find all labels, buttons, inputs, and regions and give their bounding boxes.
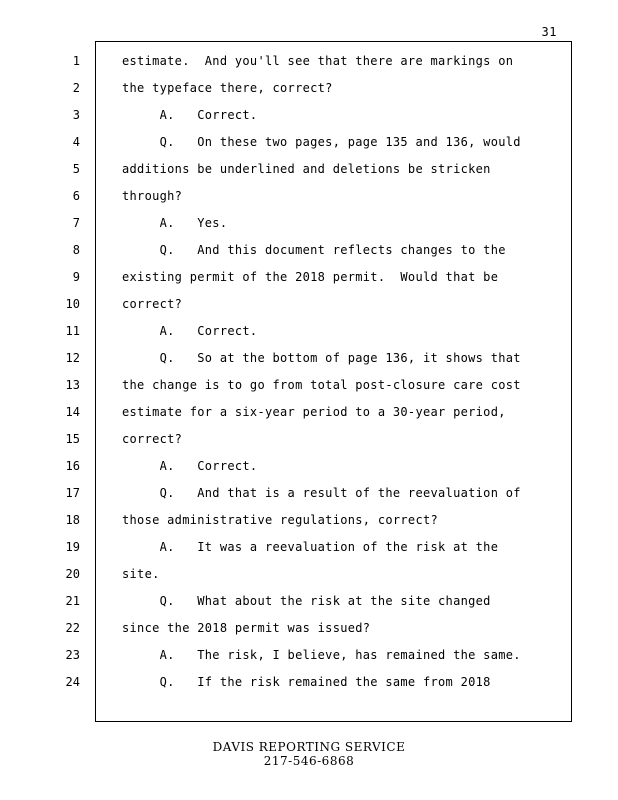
- line-number: 8: [72, 243, 80, 257]
- line-number: 2: [72, 81, 80, 95]
- transcript-line: correct?: [122, 297, 183, 311]
- transcript-line: correct?: [122, 432, 183, 446]
- footer: [0, 740, 618, 768]
- line-number: 5: [72, 162, 80, 176]
- line-number: 3: [72, 108, 80, 122]
- transcript-line: A. Correct.: [122, 324, 258, 338]
- line-number: 22: [65, 621, 80, 635]
- transcript-line: the typeface there, correct?: [122, 81, 333, 95]
- transcript-line: site.: [122, 567, 160, 581]
- line-number: 6: [72, 189, 80, 203]
- transcript-line: Q. And this document reflects changes to the: [122, 243, 506, 257]
- line-number: 11: [65, 324, 80, 338]
- transcript-line: existing permit of the 2018 permit. Would that be: [122, 270, 499, 284]
- footer-company: DAVIS REPORTING SERVICE: [212, 740, 406, 754]
- transcript-line: estimate for a six-year period to a 30-year period,: [122, 405, 506, 419]
- transcript-line: Q. And that is a result of the reevaluation of: [122, 486, 521, 500]
- line-number: 19: [65, 540, 80, 554]
- line-number-column: [40, 50, 80, 698]
- transcript-line: since the 2018 permit was issued?: [122, 621, 371, 635]
- line-number: 7: [72, 216, 80, 230]
- line-number: 14: [65, 405, 80, 419]
- transcript-line: A. It was a reevaluation of the risk at the: [122, 540, 499, 554]
- transcript-line: A. Correct.: [122, 108, 258, 122]
- transcript-line: through?: [122, 189, 183, 203]
- transcript-line: the change is to go from total post-closure care cost: [122, 378, 521, 392]
- line-number: 12: [65, 351, 80, 365]
- line-number: 9: [72, 270, 80, 284]
- transcript-line: additions be underlined and deletions be stricken: [122, 162, 491, 176]
- line-number: 23: [65, 648, 80, 662]
- transcript-line: A. Correct.: [122, 459, 258, 473]
- transcript-line: estimate. And you'll see that there are markings on: [122, 54, 514, 68]
- line-number: 16: [65, 459, 80, 473]
- line-number: 1: [72, 54, 80, 68]
- line-number: 24: [65, 675, 80, 689]
- transcript-line: Q. On these two pages, page 135 and 136, would: [122, 135, 521, 149]
- transcript-line: Q. So at the bottom of page 136, it shows that: [122, 351, 521, 365]
- transcript-line: A. Yes.: [122, 216, 228, 230]
- transcript-line: A. The risk, I believe, has remained the same.: [122, 648, 521, 662]
- line-number: 21: [65, 594, 80, 608]
- footer-phone: 217-546-6868: [263, 754, 355, 768]
- line-number: 10: [65, 297, 80, 311]
- line-number: 4: [72, 135, 80, 149]
- transcript-line: Q. What about the risk at the site changed: [122, 594, 491, 608]
- line-number: 18: [65, 513, 80, 527]
- transcript-line: those administrative regulations, correct?: [122, 513, 439, 527]
- transcript-line: Q. If the risk remained the same from 2018: [122, 675, 491, 689]
- line-number: 17: [65, 486, 80, 500]
- transcript-text: [122, 50, 567, 698]
- line-number: 13: [65, 378, 80, 392]
- line-number: 20: [65, 567, 80, 581]
- page-number: 31: [541, 25, 557, 39]
- line-number: 15: [65, 432, 80, 446]
